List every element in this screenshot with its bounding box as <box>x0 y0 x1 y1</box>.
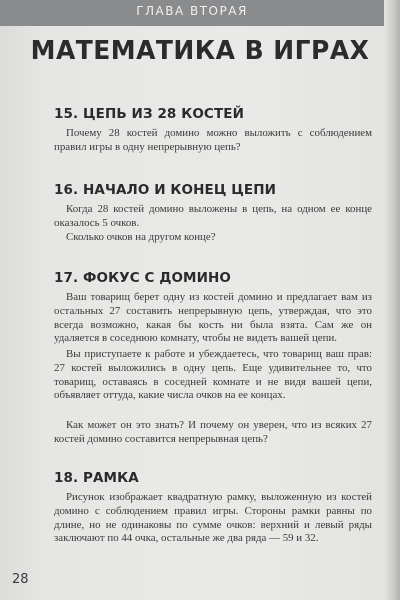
section-16-paragraph-2: Сколько очков на другом конце? <box>66 231 216 243</box>
book-binding-shadow <box>384 0 400 600</box>
section-title-18: 18. РАМКА <box>54 470 139 486</box>
chapter-title: МАТЕМАТИКА В ИГРАХ <box>30 36 370 66</box>
chapter-label: ГЛАВА ВТОРАЯ <box>136 4 248 18</box>
section-17-paragraph-3: Как может он это знать? И почему он уверен, что из всяких 27 костей домино составится непрерывная цепь? <box>54 419 372 445</box>
section-16-paragraph-1: Когда 28 костей домино выложены в цепь, на одном ее конце оказалось 5 очков. <box>54 203 372 229</box>
section-title-15: 15. ЦЕПЬ ИЗ 28 КОСТЕЙ <box>54 106 244 122</box>
section-title-16: 16. НАЧАЛО И КОНЕЦ ЦЕПИ <box>54 182 277 198</box>
section-title-17: 17. ФОКУС С ДОМИНО <box>54 270 231 286</box>
section-15-paragraph-1: Почему 28 костей домино можно выложить с соблюдением правил игры в одну непрерывную цепь? <box>54 127 372 153</box>
section-17-paragraph-1: Ваш товарищ берет одну из костей домино и предлагает вам из остальных 27 составить непрерывную цепь, утверждая, что это всегда возможно, какая бы кость ни была взята. Сам же он удаляется в соседнюю комнату, чтобы не видеть вашей цепи. <box>54 291 372 345</box>
page-number: 28 <box>12 572 29 587</box>
section-18-paragraph-1: Рисунок изображает квадратную рамку, выложенную из костей домино с соблюдением правил игры. Стороны рамки равны по длине, но не одинаковы по сумме очков: верхний и левый ряды заключают по 44 очка, остальные же два ряда — 59 и 32. <box>54 491 372 545</box>
section-17-paragraph-2: Вы приступаете к работе и убеждаетесь, что товарищ ваш прав: 27 костей выложились в одну цепь. Еще удивительнее то, что товарищ, оставаясь в соседней комнате и не видя вашей цепи, объявляет оттуда, какие числа очков на ее концах. <box>54 348 372 402</box>
